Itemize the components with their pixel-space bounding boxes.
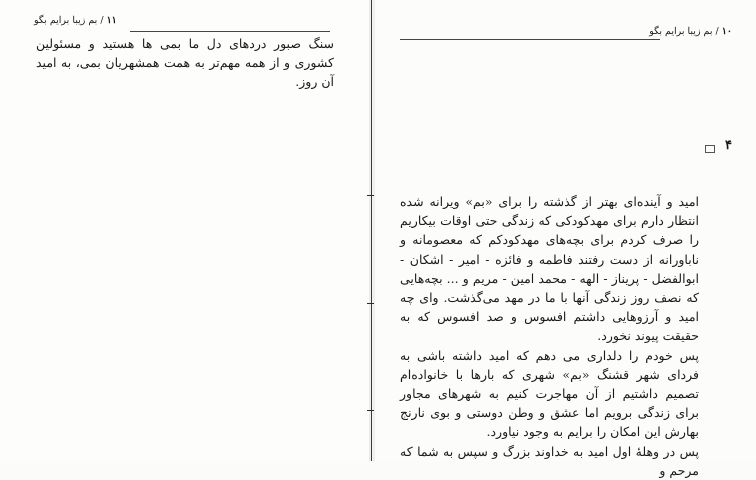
left-body-text	[36, 34, 334, 92]
left-header-title: بم زیبا برایم بگو	[34, 15, 98, 26]
paragraph: پس در وهلهٔ اول امید به خداوند بزرگ و سپس به شما که مرحم و	[400, 443, 699, 478]
binding-mark	[367, 410, 374, 411]
right-body-text	[400, 192, 699, 480]
left-header-separator: /	[100, 15, 104, 26]
left-page-number: ۱۱	[106, 15, 117, 26]
right-page-number: ۱۰	[721, 26, 732, 37]
paragraph: سنگ صبور دردهای دل ما بمی ها هستید و مسئولین کشوری و از همه مهم‌تر به همت همشهریان بمی، به امید آن روز.	[36, 36, 334, 90]
chapter-number: ۴	[725, 138, 732, 153]
right-header-title: بم زیبا برایم بگو	[649, 26, 713, 37]
left-running-header	[34, 15, 117, 26]
book-gutter	[369, 0, 375, 461]
binding-mark	[367, 303, 374, 304]
left-header-rule	[130, 31, 330, 32]
paragraph: امید و آینده‌ای بهتر از گذشته را برای «بم» ویرانه شده انتظار دارم برای مهدکودکی که زندگی حتی اوقات بیکاریم را صرف کردم برای بچه‌های مهدکودکم که معصومانه و ناباورانه از دست رفتند فاطمه و فائزه - امیر - اشکان - ابوالفضل - پریناز - الهه - محمد امین - مریم و ... بچه‌هایی که نصف روز زندگی آنها با ما در مهد می‌گذشت. وای چه امید و آرزوهایی داشتم افسوس و صد افسوس که به حقیقت پیوند نخورد.	[400, 194, 699, 344]
paragraph: پس خودم را دلداری می دهم که امید داشته باشی به فردای شهر قشنگ «بم» شهری که بارها با خانواده‌ام تصمیم داشتیم از آن مهاجرت کنیم به شهرهای مجاور برای زندگی برویم اما عشق و وطن دوستی و بوی نارنج بهارش این امکان را برایم به وجود نیاورد.	[400, 347, 699, 440]
chapter-ornament	[705, 145, 715, 153]
right-header-separator: /	[715, 26, 719, 37]
right-page	[372, 0, 756, 478]
spine-line	[371, 0, 372, 461]
binding-mark	[367, 195, 374, 196]
right-running-header	[649, 26, 732, 37]
right-header-rule	[400, 39, 660, 40]
left-page	[0, 0, 372, 461]
